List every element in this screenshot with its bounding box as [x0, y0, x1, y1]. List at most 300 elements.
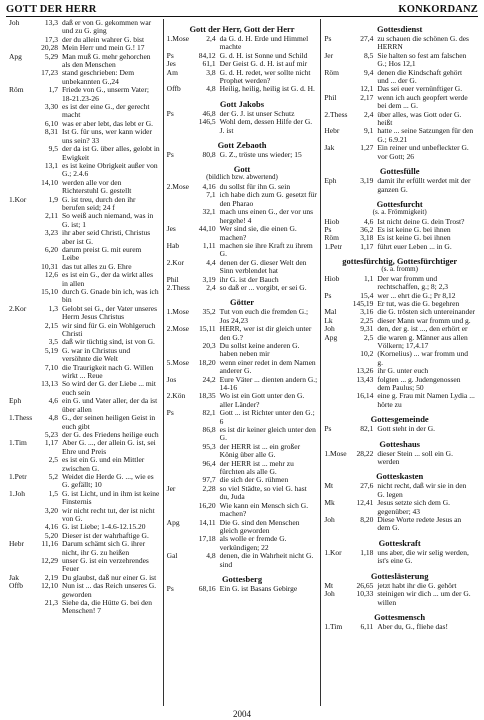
concordance-entry — [167, 259, 318, 276]
section-note: (bildlich bzw. abwertend) — [206, 173, 278, 182]
section-title: Gottesfurcht — [376, 198, 423, 209]
entry-book: Joh — [9, 19, 20, 27]
entry-text: Darum schämt sich G. ihrer nicht, ihr G. zu heißen — [62, 539, 146, 557]
entry-reference: 15,4 — [360, 290, 374, 300]
entry-reference: 3,5 — [48, 337, 58, 347]
entry-book — [167, 118, 194, 135]
entry-text: G. d. H. redet, wer sollte nicht Prophet werden? — [219, 67, 311, 86]
entry-reference: 14,10 — [41, 177, 58, 187]
entry-book — [9, 246, 36, 263]
column-middle — [163, 19, 321, 706]
header-left-title: GOTT DER HERR — [6, 3, 97, 15]
entry-text: wenn einer redet in dem Namen anderer G. — [219, 357, 316, 376]
entry-text: ein G. und Vater aller, der da ist über allen — [62, 396, 158, 414]
concordance-entry — [167, 308, 318, 325]
entry-book — [167, 208, 194, 225]
entry-book: Phil — [324, 92, 337, 102]
entry-text: Du glaubst, daß nur einer G. ist — [62, 572, 157, 582]
entry-text: daß wir tüchtig sind, ist von G. — [62, 337, 155, 347]
entry-text: eine g. Frau mit Namen Lydia ... hörte zu — [377, 391, 475, 409]
entry-text: Ein reiner und unbefleckter G. vor Gott; 26 — [377, 143, 469, 161]
entry-reference: 35,2 — [202, 307, 216, 317]
section-title: Gottesfülle — [379, 166, 420, 177]
entry-text: es ist der eine G., der gerecht macht — [62, 102, 150, 120]
entry-reference: 13,43 — [356, 374, 374, 384]
section-heading — [167, 100, 318, 109]
entry-reference: 2,19 — [44, 572, 58, 582]
entry-text: Du sollst keine anderen G. haben neben mir — [219, 340, 300, 359]
entry-text: unser G. ist ein verzehrendes Feuer — [62, 556, 149, 574]
section-title: Gottesgemeinde — [370, 414, 429, 425]
concordance-entry — [9, 364, 160, 381]
concordance-entry — [324, 144, 475, 161]
entry-text: ihr G. unter euch — [377, 366, 429, 376]
entry-book — [9, 103, 36, 120]
entry-reference: 9,1 — [363, 126, 374, 136]
entry-text: G. Z., tröste uns wieder; 15 — [219, 150, 302, 160]
entry-reference: 4,8 — [206, 84, 216, 94]
concordance-entry — [324, 177, 475, 194]
entry-text: dieser Stein ... soll ein G. werden — [377, 448, 453, 467]
entry-text: den, der g. ist ..., den erhört er — [377, 324, 468, 334]
entry-book — [167, 502, 194, 519]
concordance-entry — [167, 342, 318, 359]
entry-book: Jer — [166, 483, 176, 493]
entry-text: G. ist Licht, und in ihm ist keine Finsternis — [62, 488, 160, 507]
concordance-entry — [167, 151, 318, 159]
concordance-entry — [9, 473, 160, 490]
entry-text: Weidet die Herde G. ..., wie es G. gefällt; 10 — [62, 471, 154, 490]
concordance-entry — [9, 246, 160, 263]
entry-book: 2.Mose — [166, 182, 189, 192]
entry-book: Hebr — [9, 539, 24, 549]
entry-text: Heilig, heilig, heilig ist G. d. H. — [219, 84, 315, 94]
entry-text: wir sind für G. ein Wohlgeruch Christi — [62, 320, 156, 339]
entry-book: Joh — [324, 515, 335, 525]
entry-reference: 1,7 — [48, 85, 58, 95]
concordance-entry — [167, 325, 318, 342]
entry-reference: 2,28 — [202, 483, 216, 493]
concordance-entry — [324, 392, 475, 409]
entry-reference: 1,27 — [360, 143, 374, 153]
entry-reference: 2,4 — [206, 34, 216, 43]
entry-book: 2.Mose — [166, 324, 189, 334]
section-title: Gott Jakobs — [219, 98, 265, 109]
entry-reference: 44,10 — [198, 224, 216, 234]
section-note: (s. a. Frömmigkeit) — [372, 207, 427, 216]
header-rule — [6, 16, 478, 17]
entry-reference: 12,41 — [356, 498, 374, 508]
entry-text: Diese Worte redete Jesus an dem G. — [377, 515, 462, 533]
concordance-entry — [324, 350, 475, 367]
concordance-entry — [9, 414, 160, 431]
entry-reference: 2,17 — [360, 92, 374, 102]
section-title: gottesfürchtig, Gottesfürchtiger — [342, 256, 458, 267]
entry-reference: 12,6 — [44, 270, 58, 280]
entry-text: Wohl dem, dessen Hilfe der G. J. ist — [219, 117, 313, 135]
entry-book — [167, 460, 194, 477]
entry-reference: 28,22 — [356, 448, 374, 458]
entry-text: darum preist G. mit eurem Leibe — [62, 244, 142, 263]
entry-reference: 96,4 — [202, 458, 216, 468]
entry-reference: 10,33 — [356, 589, 374, 599]
entry-text: nicht recht, daß wir sie in den G. legen — [377, 481, 467, 499]
entry-text: Ist G. für uns, wer kann wider uns sein? 33 — [62, 127, 152, 145]
entry-reference: 3,30 — [44, 102, 58, 112]
entry-text: Wo ist ein Gott unter den G. aller Länder? — [219, 391, 305, 409]
entry-book: 1.Kor — [9, 194, 27, 204]
entry-reference: 6,11 — [360, 621, 374, 631]
entry-book: Mt — [324, 481, 334, 491]
entry-text: Aber du, G., fliehe das! — [377, 621, 448, 631]
concordance-entry — [9, 212, 160, 229]
entry-reference: 15,11 — [199, 324, 216, 334]
entry-reference: 95,3 — [202, 441, 216, 451]
entry-reference: 17,3 — [44, 34, 58, 44]
entry-book: Eph — [9, 396, 22, 406]
entry-reference: 8,31 — [44, 127, 58, 137]
entry-book: Am — [166, 67, 178, 77]
concordance-entry — [9, 162, 160, 179]
section-heading — [324, 572, 475, 581]
entry-text: Man muß G. mehr gehorchen als den Menschen — [62, 51, 151, 70]
entry-text: G. d. H. ist Sonne und Schild — [219, 50, 308, 60]
entry-book: Hiob — [324, 216, 340, 226]
concordance-entry — [324, 334, 475, 351]
entry-reference: 1,17 — [44, 438, 58, 448]
entry-reference: 14,11 — [199, 517, 216, 527]
section-heading — [324, 613, 475, 622]
entry-reference: 86,8 — [202, 425, 216, 435]
entry-book — [167, 535, 194, 552]
entry-reference: 13,13 — [41, 379, 58, 389]
entry-text: die Traurigkeit nach G. Willen wirkt ... Reue — [62, 362, 154, 381]
entry-reference: 5,20 — [44, 530, 58, 540]
entry-book: Offb — [9, 581, 24, 591]
entry-reference: 2,4 — [206, 282, 216, 292]
section-title: Gotteslästerung — [370, 570, 429, 581]
concordance-entry — [324, 590, 475, 607]
entry-reference: 5,2 — [48, 471, 58, 481]
entry-reference: 6,20 — [44, 244, 58, 254]
section-note: (s. a. fromm) — [381, 265, 418, 274]
concordance-entry — [9, 288, 160, 305]
entry-text: denen der G. dieser Welt den Sinn verblendet hat — [219, 257, 307, 276]
entry-text: ihr aber seid Christi, Christus aber ist G. — [62, 228, 151, 246]
entry-book: 1.Thess — [9, 413, 33, 423]
entry-book — [167, 426, 194, 443]
entry-text: denen die Kindschaft gehört und ... der G. — [377, 67, 463, 86]
entry-book: 1.Kor — [324, 547, 342, 557]
entry-text: Eure Väter ... dienten andern G.; 14-16 — [219, 374, 318, 392]
concordance-entry — [9, 19, 160, 36]
concordance-entry — [167, 208, 318, 225]
entry-text: durch G. Gnade bin ich, was ich bin — [62, 287, 159, 305]
entry-reference: 4,16 — [44, 522, 58, 532]
entry-reference: 32,1 — [202, 207, 216, 217]
entry-book: Ps — [324, 290, 332, 300]
entry-book: Ps — [324, 34, 332, 43]
entry-book — [9, 523, 36, 531]
entry-book — [324, 367, 351, 375]
entry-reference: 36,2 — [360, 224, 374, 234]
entry-book — [9, 338, 36, 346]
entry-book: Jer — [324, 50, 334, 60]
entry-reference: 3,8 — [206, 67, 216, 77]
concordance-entry — [167, 519, 318, 536]
entry-book: Mt — [324, 580, 334, 590]
entry-reference: 82,1 — [202, 408, 216, 418]
entry-text: G., der seinen heiligen Geist in euch gibt — [62, 413, 156, 431]
entry-reference: 68,16 — [198, 583, 216, 593]
entry-text: werden alle vor den Richterstuhl G. gestellt — [62, 177, 132, 196]
entry-reference: 4,4 — [206, 257, 216, 267]
concordance-entry — [9, 439, 160, 456]
entry-reference: 3,20 — [44, 505, 58, 515]
entry-book — [9, 347, 36, 364]
concordance-columns — [6, 19, 478, 706]
entry-reference: 80,8 — [202, 150, 216, 160]
entry-text: Das sei euer vernünftiger G. — [377, 84, 463, 94]
concordance-entry — [167, 426, 318, 443]
entry-reference: 7,10 — [44, 362, 58, 372]
entry-book: Jes — [166, 224, 176, 234]
entry-book: Ps — [166, 150, 174, 160]
concordance-entry — [167, 460, 318, 477]
entry-text: Es ist keine G. bei ihnen — [377, 224, 451, 234]
entry-book — [9, 288, 36, 305]
concordance-entry — [167, 409, 318, 426]
entry-book: Joh — [324, 589, 335, 599]
column-left — [6, 19, 163, 706]
concordance-entry — [9, 507, 160, 524]
concordance-entry — [324, 52, 475, 69]
entry-reference: 1,1 — [363, 273, 374, 283]
entry-book: Ps — [166, 583, 174, 593]
entry-reference: 84,12 — [198, 50, 216, 60]
entry-book: Jak — [324, 143, 335, 153]
entry-text: was er aber lebt, das lebt er G. — [62, 118, 154, 128]
entry-reference: 3,16 — [360, 307, 374, 317]
concordance-entry — [9, 347, 160, 364]
entry-book — [9, 380, 36, 397]
concordance-entry — [324, 94, 475, 111]
entry-reference: 27,4 — [360, 34, 374, 43]
entry-text: so daß er ... vorgibt, er sei G. — [219, 282, 307, 292]
entry-reference: 1,5 — [48, 488, 58, 498]
section-heading — [324, 257, 475, 274]
entry-text: als wolle er fremde G. verkündigen; 22 — [219, 534, 287, 552]
section-title: Gottesmensch — [374, 611, 426, 622]
concordance-entry — [167, 191, 318, 208]
entry-book: Jos — [166, 374, 177, 384]
entry-reference: 2,25 — [360, 315, 374, 325]
entry-book — [324, 392, 351, 409]
concordance-entry — [167, 376, 318, 393]
concordance-entry — [9, 397, 160, 414]
entry-reference: 1,18 — [360, 547, 374, 557]
entry-book: Hab — [166, 240, 180, 250]
entry-reference: 1,17 — [360, 241, 374, 251]
entry-text: das tut alles zu G. Ehre — [62, 261, 132, 271]
section-heading — [324, 415, 475, 424]
entry-text: Wie kann ein Mensch sich G. machen? — [219, 500, 309, 519]
entry-reference: 9,4 — [363, 67, 374, 77]
concordance-entry — [324, 549, 475, 566]
concordance-entry — [9, 179, 160, 196]
entry-text: Der war fromm und rechtschaffen, g.; 8; 2,3 — [377, 273, 449, 292]
entry-text: denen, die in Wahrheit nicht G. sind — [219, 551, 314, 569]
concordance-entry — [167, 85, 318, 93]
entry-book: Röm — [324, 233, 339, 243]
entry-text: hatte ... seine Satzungen für den G.; 6.9.21 — [377, 126, 474, 144]
entry-text: Jesus setzte sich dem G. gegenüber; 43 — [377, 498, 451, 516]
entry-text: machen sie ihre Kraft zu ihrem G. — [219, 240, 313, 259]
entry-book: 1.Tim — [9, 438, 27, 448]
entry-text: ich habe dich zum G. gesetzt für den Pharao — [219, 190, 317, 208]
concordance-entry — [167, 392, 318, 409]
entry-reference: 1,9 — [48, 194, 58, 204]
entry-reference: 13,3 — [44, 19, 58, 27]
entry-text: Tut von euch die fremden G.; Jos 24,23 — [219, 307, 309, 325]
entry-text: Der Geist G. d. H. ist auf mir — [219, 59, 308, 69]
entry-text: stand geschrieben: Dem unbekannten G.,24 — [62, 68, 135, 86]
entry-book: Ps — [166, 50, 174, 60]
entry-text: führt euer Leben ... in G. — [377, 241, 452, 251]
entry-book: 2.Kor — [166, 257, 184, 267]
entry-text: so viel Städte, so viel G. hast du, Juda — [219, 483, 307, 502]
entry-text: Friede von G., unserm Vater; 18-21.23-26 — [62, 85, 149, 103]
entry-text: die waren g. Männer aus allen Völkern; 17,4.17 — [377, 332, 468, 350]
entry-reference: 5,23 — [44, 429, 58, 439]
entry-reference: 27,6 — [360, 481, 374, 491]
entry-reference: 10,2 — [360, 349, 374, 359]
concordance-entry — [9, 456, 160, 473]
entry-book: Röm — [324, 67, 339, 77]
entry-reference: 12,1 — [360, 84, 374, 94]
concordance-entry — [9, 490, 160, 507]
section-title: Gottesberg — [221, 573, 263, 584]
entry-book: Lk — [324, 315, 333, 325]
entry-book — [9, 271, 36, 288]
entry-book: Jes — [166, 59, 176, 69]
entry-reference: 4,16 — [202, 182, 216, 192]
concordance-entry — [324, 516, 475, 533]
concordance-entry — [9, 322, 160, 339]
entry-text: Gelobt sei G., der Vater unseres Herrn Jesus Christus — [62, 303, 158, 322]
entry-reference: 15,10 — [41, 287, 58, 296]
concordance-entry — [9, 305, 160, 322]
concordance-entry — [324, 450, 475, 467]
entry-text: Wer sind sie, die einen G. machen? — [219, 224, 297, 242]
entry-reference: 61,1 — [202, 59, 216, 69]
entry-text: Gott ... ist Richter unter den G.; 6 — [219, 408, 315, 426]
section-title: Gotteskraft — [378, 537, 421, 548]
entry-reference: 82,1 — [360, 424, 374, 434]
entry-text: der da ist G. über alles, gelobt in Ewigkeit — [62, 144, 160, 162]
entry-book: Ps — [166, 108, 174, 118]
entry-reference: 18,20 — [198, 357, 216, 367]
entry-reference: 2,5 — [48, 455, 58, 465]
entry-book — [9, 128, 36, 145]
concordance-entry — [9, 380, 160, 397]
entry-reference: 17,23 — [41, 68, 58, 78]
entry-book — [9, 212, 36, 229]
entry-reference: 9,5 — [48, 144, 58, 154]
entry-text: G. ist Liebe; 1-4.6-12.15.20 — [62, 522, 146, 532]
entry-book — [9, 120, 36, 128]
entry-reference: 13,1 — [44, 160, 58, 170]
entry-reference: 3,23 — [44, 228, 58, 238]
entry-book: Mal — [324, 307, 337, 317]
entry-reference: 145,19 — [352, 298, 374, 308]
entry-book — [9, 263, 36, 271]
entry-book: Joh — [324, 324, 335, 334]
entry-text: es ist ein G. und ein Mittler zwischen G. — [62, 455, 145, 473]
concordance-entry — [167, 242, 318, 259]
concordance-entry — [324, 376, 475, 393]
section-title: Gotteskasten — [376, 471, 424, 482]
entry-book — [9, 162, 36, 179]
entry-text: Die G. sind den Menschen gleich geworden — [219, 517, 300, 535]
concordance-entry — [167, 502, 318, 519]
entry-text: ihr G. ist der Bauch — [219, 274, 279, 284]
concordance-entry — [167, 284, 318, 292]
entry-reference: 8,5 — [363, 50, 374, 60]
concordance-entry — [9, 53, 160, 70]
entry-reference: 11,16 — [41, 539, 58, 549]
entry-book: Gal — [166, 551, 178, 561]
entry-reference: 8,20 — [360, 515, 374, 525]
entry-text: Ist nicht deine G. dein Trost? — [377, 216, 465, 226]
concordance-entry — [324, 275, 475, 292]
entry-reference: 2,4 — [363, 109, 374, 119]
entry-book — [9, 322, 36, 339]
entry-book: 1.Petr — [324, 241, 343, 251]
entry-text: daß er von G. gekommen war und zu G. ging — [62, 19, 152, 36]
entry-text: über alles, was Gott oder G. heißt — [377, 109, 462, 128]
entry-book: Ps — [166, 408, 174, 418]
entry-text: Siehe da, die Hütte G. bei den Menschen! 7 — [62, 598, 152, 616]
entry-reference: 26,65 — [356, 580, 374, 590]
entry-book: 5.Mose — [166, 357, 189, 367]
entry-reference: 24,2 — [202, 374, 216, 384]
entry-text: Mein Herr und mein G.! 17 — [62, 43, 145, 53]
entry-text: Er tut, was die G. begehren — [377, 298, 460, 308]
concordance-entry — [167, 535, 318, 552]
page-header — [6, 2, 478, 16]
concordance-entry — [9, 86, 160, 103]
entry-book: Phil — [166, 274, 179, 284]
concordance-entry — [9, 540, 160, 557]
concordance-entry — [324, 127, 475, 144]
entry-book: 1.Mose — [166, 34, 189, 43]
entry-reference: 2,15 — [44, 320, 58, 330]
entry-reference: 17,18 — [198, 534, 216, 544]
entry-book: 1.Tim — [324, 621, 343, 631]
entry-book: Hiob — [324, 273, 340, 283]
entry-text: Nun ist ... das Reich unseres G. geworden — [62, 581, 157, 599]
entry-text: steinigen wir dich ... um der G. willen — [377, 589, 471, 607]
concordance-entry — [9, 69, 160, 86]
section-heading — [324, 472, 475, 481]
page-number: 2004 — [233, 709, 251, 719]
section-heading — [167, 575, 318, 584]
entry-book: 1.Joh — [9, 488, 26, 498]
entry-book — [9, 229, 36, 246]
concordance-entry — [167, 35, 318, 52]
entry-book — [167, 342, 194, 359]
